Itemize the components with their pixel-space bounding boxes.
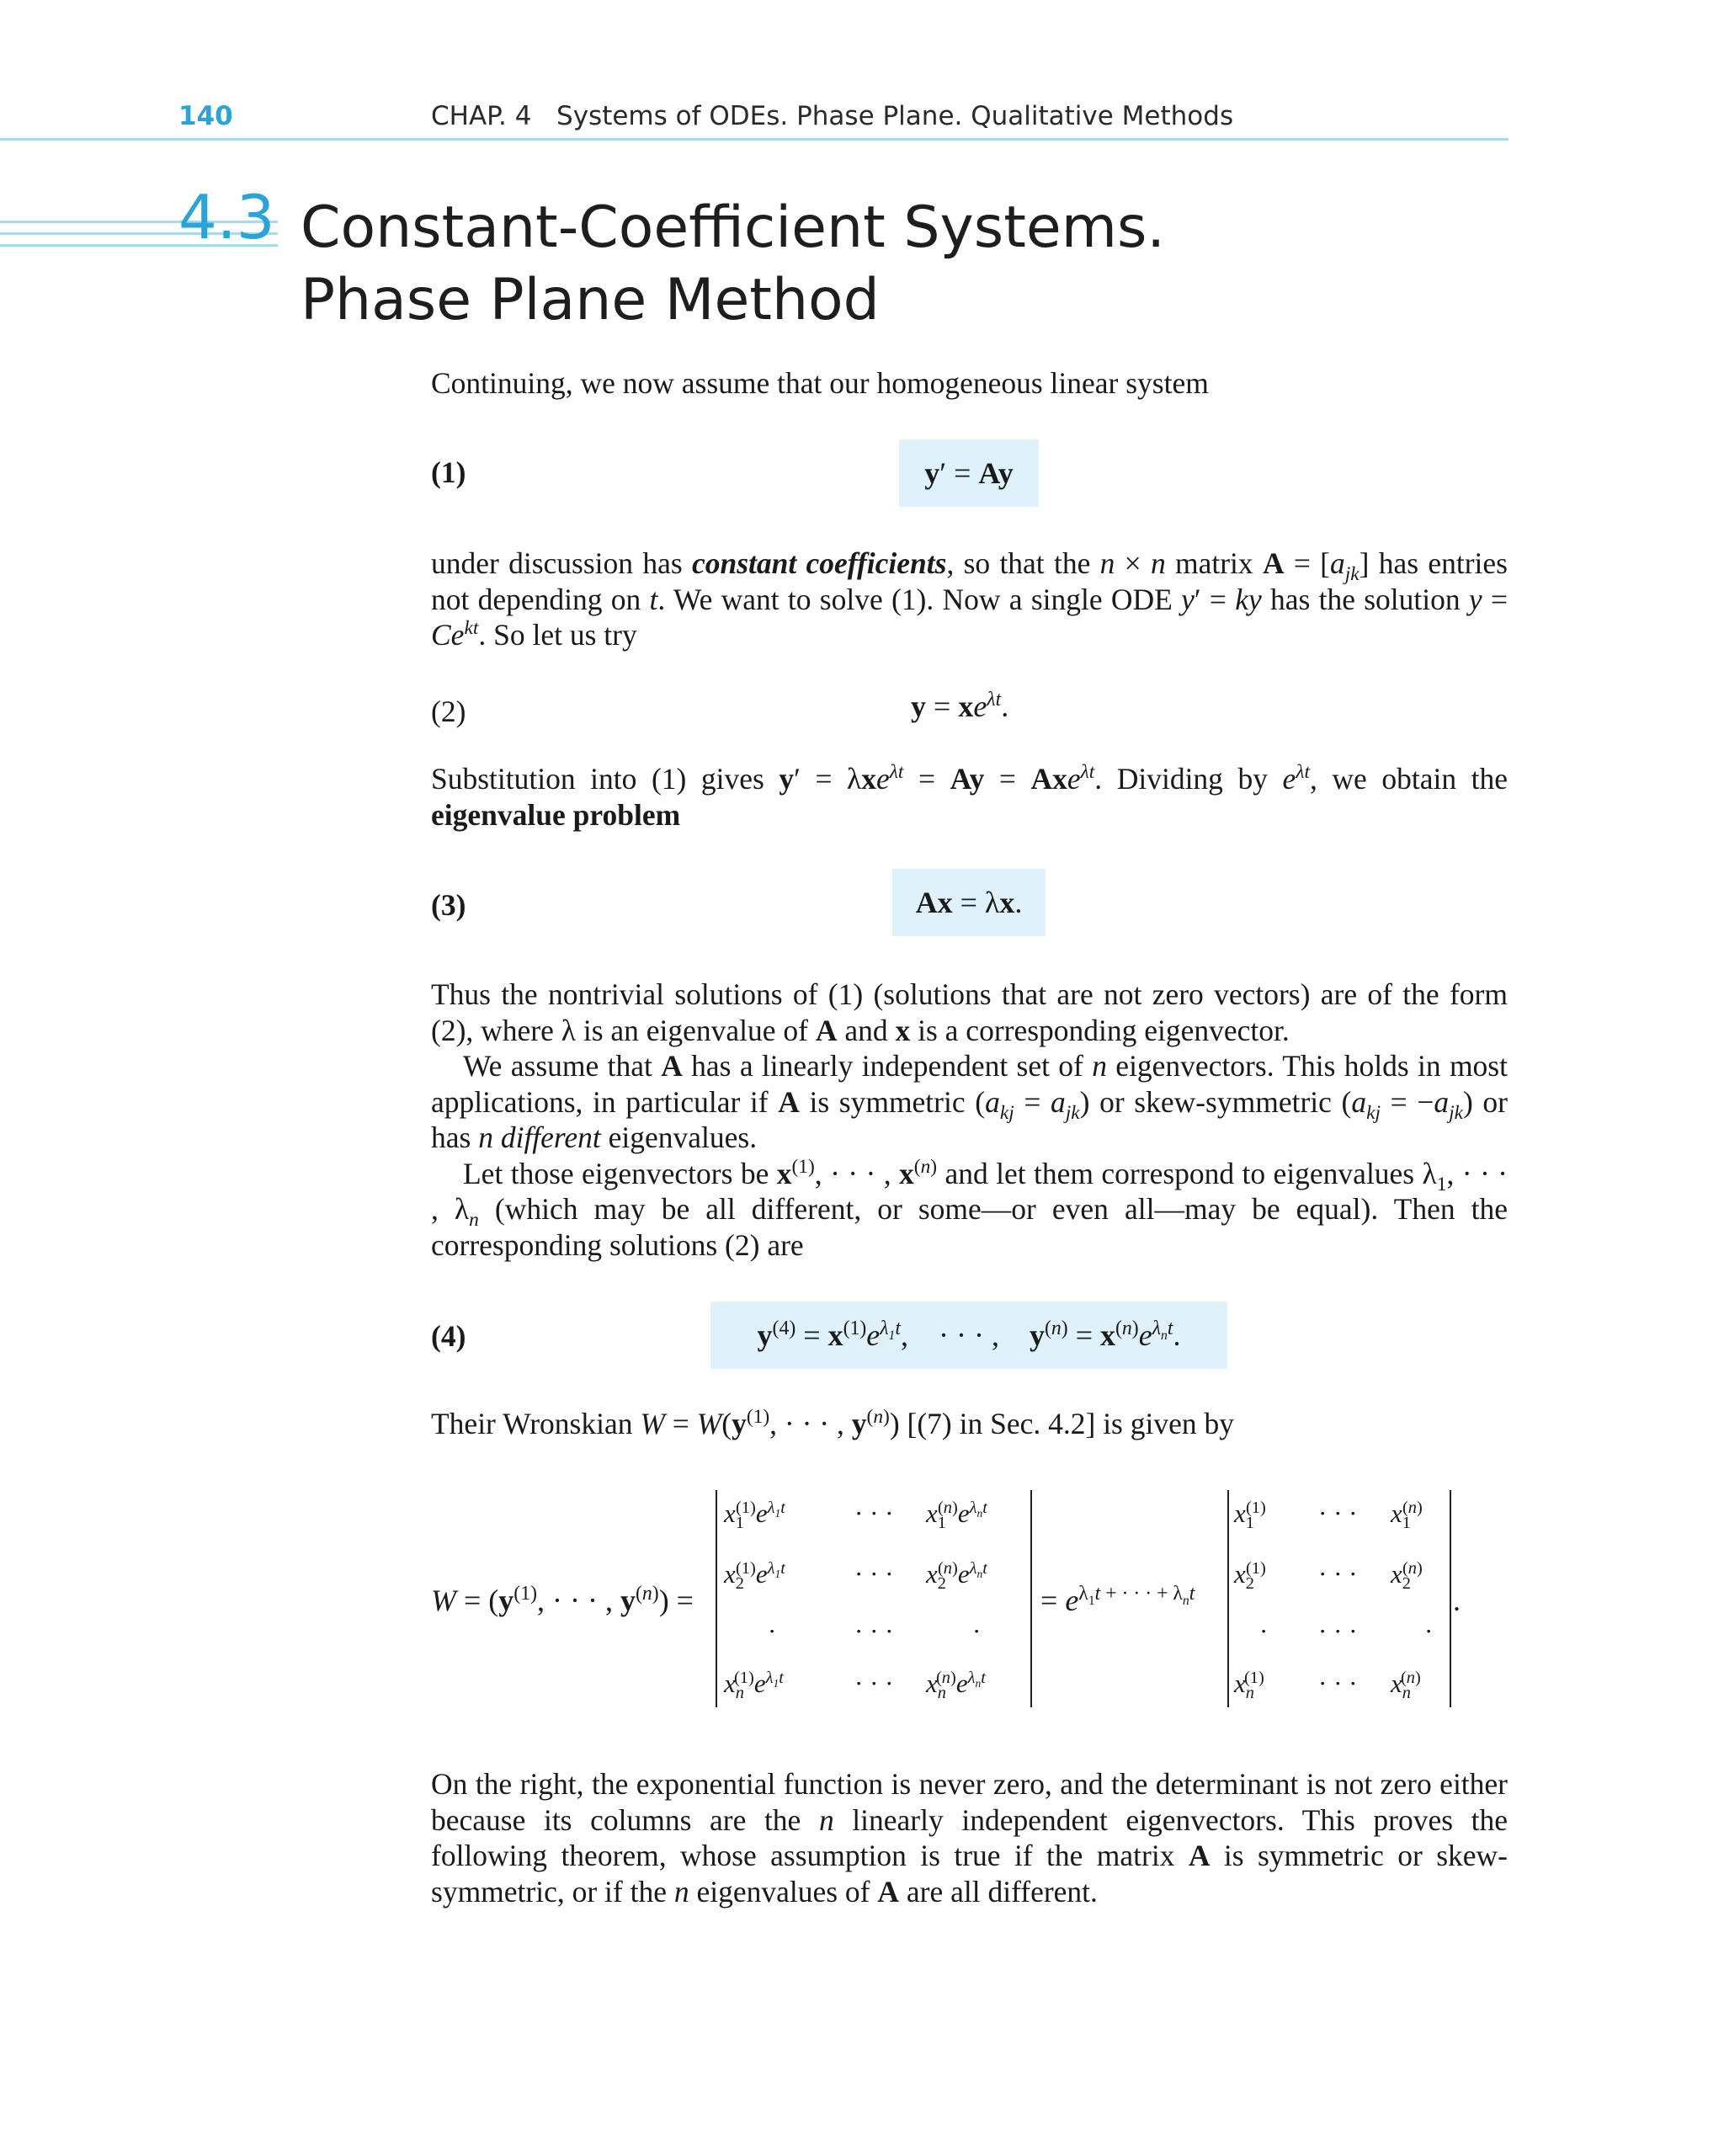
- det-left-cell: $x_1^{(n)}e^{\lambda_nt}$: [926, 1498, 987, 1533]
- det-right-cell: · · ·: [1318, 1616, 1358, 1646]
- header-rule: [0, 138, 1508, 141]
- equation-number-4: (4): [431, 1319, 466, 1353]
- det-left-cell: $x_n^{(n)}e^{\lambda_nt}$: [926, 1668, 986, 1703]
- det-left-cell: $x_n^{(1)}e^{\lambda_1t}$: [724, 1668, 784, 1703]
- paragraph-conclusion: On the right, the exponential function is never zero, and the determinant is not zero either because its columns are the n linearly independent eigenvectors. This proves the following theorem, whose assumption is true if the matrix A is symmetric or skew-symmetric, or if the n eigenvalues of A are all different.: [431, 1767, 1508, 1908]
- det-right-cell: $x_n^{(1)}$: [1234, 1668, 1264, 1703]
- paragraph-nontrivial-solutions: Thus the nontrivial solutions of (1) (solutions that are not zero vectors) are of the form (2), where λ is an eigenvalue of A and x is a corresponding eigenvector. We assume that A has a linearly independent set of n eigenvectors. This holds in most applications, in particular if A is symmetric $(a_{kj} = a_{jk})$ or skew-symmetric $(a_{kj} = -a_{jk})$ or has n different eigenvalues. Let those eigenvectors be $x^{(1)}$, · · · , $x^{(n)}$ and let them correspond to eigenvalues $\lambda_1$, · · · , $\lambda_n$ (which may be all different, or some—or even all—may be equal). Then the corresponding solutions (2) are: [431, 977, 1508, 1262]
- paragraph-wronskian: Their Wronskian $W = W(y^{(1)}$, · · · , $y^{(n)}$) [(7) in Sec. 4.2] is given by: [431, 1406, 1234, 1440]
- equation-2: $y = xe^{\lambda t}$.: [911, 689, 1009, 723]
- equation-number-3: (3): [431, 888, 466, 922]
- equation-3: Ax = λ x .: [892, 869, 1046, 936]
- running-head: CHAP. 4 Systems of ODEs. Phase Plane. Qualitative Methods: [431, 101, 1234, 131]
- paragraph-intro: Continuing, we now assume that our homogeneous linear system: [431, 366, 1209, 400]
- det-left-cell: $x_2^{(n)}e^{\lambda_nt}$: [926, 1558, 987, 1594]
- det-left-cell: · · ·: [854, 1616, 894, 1646]
- det-right-cell: $x_2^{(n)}$: [1391, 1558, 1423, 1594]
- wronskian-period: .: [1453, 1584, 1461, 1617]
- det-left-cell: · · ·: [854, 1669, 894, 1698]
- det-right-cell: · · ·: [1318, 1499, 1358, 1528]
- section-title-line1: Constant-Coefficient Systems.: [301, 194, 1166, 261]
- det-right-cell: ·: [1259, 1616, 1269, 1646]
- det-left-cell: ·: [972, 1616, 982, 1646]
- page-number: 140: [178, 101, 233, 131]
- det-left-cell: ·: [768, 1616, 777, 1646]
- equation-number-1: (1): [431, 455, 466, 489]
- paragraph-constant-coefficients: under discussion has constant coefficients, so that the n × n matrix $A = [a_{jk}]$ has entries not depending on t. We want to solve (1). Now a single ODE y′ = ky has the solution $y = Ce^{kt}$. So let us try: [431, 546, 1508, 652]
- det-right-cell: $x_n^{(n)}$: [1391, 1668, 1421, 1703]
- det-left-cell: $x_2^{(1)}e^{\lambda_1t}$: [724, 1558, 785, 1594]
- section-title-line2: Phase Plane Method: [301, 267, 880, 333]
- equation-4: $y^{(4)} = x^{(1)}e^{\lambda_1t}$, · · · , $y^{(n)} = x^{(n)}e^{\lambda_nt}$.: [710, 1302, 1227, 1369]
- det-right-cell: $x_1^{(1)}$: [1234, 1498, 1266, 1533]
- det-left-cell: · · ·: [854, 1499, 894, 1528]
- wronskian-middle: = $e^{\lambda_1t + \cdot \cdot \cdot + \lambda_nt}$: [1040, 1583, 1195, 1617]
- det-right-cell: · · ·: [1318, 1669, 1358, 1698]
- det-right-cell: · · ·: [1318, 1559, 1358, 1589]
- wronskian-lhs: $W = (y^{(1)}$, · · · , $y^{(n)}$) =: [431, 1583, 694, 1617]
- det-right-cell: $x_2^{(1)}$: [1234, 1558, 1266, 1594]
- equation-1: y ′ = Ay: [899, 439, 1039, 507]
- paragraph-substitution: Substitution into (1) gives y′ = λxe$^{\lambda t}$ = Ay = Axe$^{\lambda t}$. Dividing by $e^{\lambda t}$, we obtain the eigenvalue problem: [431, 761, 1508, 832]
- det-right-cell: ·: [1424, 1616, 1434, 1646]
- section-number: 4.3: [178, 182, 275, 253]
- equation-number-2: (2): [431, 695, 466, 728]
- det-left-cell: $x_1^{(1)}e^{\lambda_1t}$: [724, 1498, 785, 1533]
- section-title: [301, 192, 1165, 337]
- det-left-cell: · · ·: [854, 1559, 894, 1589]
- det-right-cell: $x_1^{(n)}$: [1391, 1498, 1423, 1533]
